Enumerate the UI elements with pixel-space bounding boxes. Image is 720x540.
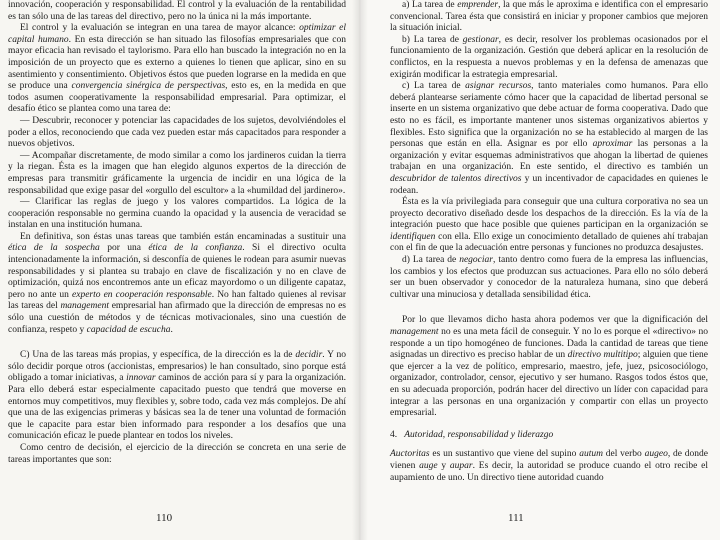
- emphasis: management: [390, 327, 439, 338]
- emphasis: ética de la sospecha: [8, 243, 100, 254]
- text-run: En definitiva, son éstas unas tareas que también están encaminadas a sustituir una: [20, 231, 346, 242]
- right-page: [360, 0, 720, 540]
- text-run: ; alguien que tiene que ejercer a la vez de político, empresario, maestro, jefe, juez, psicosociólogo, organizador, controlador, censor, ejecutivo y ser humano. Rasgos todos éstos que, en su adecuada proporción, podrán hacer del directivo un líder con capacidad para integrar a las personas en una organización y compartir con ellas un proyecto empresarial.: [390, 350, 708, 419]
- emphasis: optimizar el capital humano: [8, 23, 346, 45]
- list-item: — Clarificar las reglas de juego y los valores compartidos. La lógica de la cooperación responsable no germina cuando la opacidad y la ausencia de veracidad se instalan en una institución humana.: [8, 197, 346, 231]
- page-number: 111: [508, 512, 524, 524]
- text-run: con ella. Ello exige un conocimiento detallado de quienes ahí trabajan con el fin de que la adecuación entre personas y funciones no produzca desajustes.: [390, 231, 708, 254]
- text-run: . Si el directivo oculta intencionadamente la información, si desconfía de quienes le rodean para asumir nuevas responsabilidades y si plantea su trabajo en clave de fiscalización y no en clave de optimización, quizá nos encontremos ante un eficaz mayordomo o un diligente capataz, pero no ante un: [8, 243, 346, 300]
- paragraph: [8, 23, 346, 116]
- text-run: y un incentivador de capacidades en quienes le rodean.: [390, 173, 708, 196]
- text-run: b) La tarea de: [402, 34, 463, 45]
- text-run: del verbo: [602, 449, 645, 460]
- emphasis: emprender: [457, 0, 499, 10]
- list-item: [390, 81, 708, 197]
- emphasis: management: [60, 301, 109, 312]
- paragraph: [390, 449, 708, 484]
- emphasis: convergencia sinérgica de perspectivas: [71, 81, 226, 92]
- emphasis: innovar: [126, 373, 156, 384]
- text-run: , esto es, en la medida en que todos asumen cooperativamente la responsabilidad empresarial. Para optimizar, el desafío ético se plantea como una tarea de:: [8, 81, 346, 115]
- paragraph: Como centro de decisión, el ejercicio de la dirección se concreta en una serie de tareas importantes que son:: [8, 442, 346, 465]
- paragraph: [390, 197, 708, 255]
- paragraph: [8, 232, 346, 336]
- text-run: Por lo que llevamos dicho hasta ahora podemos ver que la dignificación del: [402, 315, 708, 326]
- book-gutter: [352, 0, 368, 540]
- emphasis: Auctoritas: [390, 449, 430, 460]
- left-page-body: [8, 0, 346, 466]
- list-item: — Acompañar discretamente, de modo similar a como los jardineros cuidan la tierra y la riegan. Ésta es la imagen que han elegido algunos expertos de la dirección de empresas para transmitir gráficamente la urgencia de incidir en una lógica de la responsabilidad que exige pasar del «orgullo del escultor» a la «humildad del jardinero».: [8, 150, 346, 196]
- text-run: El control y la evaluación se integran en una tarea de mayor alcance:: [20, 23, 300, 34]
- emphasis: ética de la confianza: [148, 243, 243, 254]
- emphasis: directivo multitipo: [567, 350, 638, 361]
- paragraph: [8, 350, 346, 443]
- list-item: [390, 0, 708, 35]
- text-run: .: [170, 324, 173, 335]
- emphasis: identifiquen: [390, 231, 436, 242]
- list-item: [390, 35, 708, 81]
- text-run: , tanto dentro como fuera de la empresa las influencias, los cambios y los efectos que produzcan sus actuaciones. Para ello no sólo deberá ser un buen observador y conocedor de la naturaleza humana, sino que deberá cultivar una minuciosa y detallada sensibilidad ética.: [390, 255, 708, 300]
- text-run: es un sustantivo que viene del supino: [429, 449, 580, 460]
- text-run: c) La tarea de: [402, 81, 466, 92]
- text-run: empresarial han afirmado que la dirección de empresas no es sólo una cuestión de métodos y de técnicas motivacionales, sino una cuestión de confianza, respeto y: [8, 301, 346, 335]
- text-run: . En esta dirección se han situado las filosofías empresariales que con mayor eficacia han revisado el taylorismo. Para ello han buscado la integración no en la imposición de un proyecto que es externo a quienes lo tienen que aplicar, sino en su asentimiento y consentimiento. Objetivos éstos que pueden lograrse en la medida en que se produce una: [8, 34, 346, 92]
- text-run: C) Una de las tareas más propias, y específica, de la dirección es la de: [20, 350, 296, 361]
- text-run: no es una meta fácil de conseguir. Y no lo es porque el «directivo» no responde a un tipo homogéneo de funciones. Dada la cantidad de tareas que tiene asignadas un directivo es preciso hablar de un: [390, 327, 708, 361]
- text-run: caminos de acción para sí y para la organización. Para ello deberá estar especialmente capacitado puesto que tendrá que moverse en entornos muy competitivos, muy flexibles y, sobre todo, cada vez más complejos. De ahí que una de las exigencias primeras y básicas sea la de tener una voluntad de formación que le capacite para estar bien informado para responder a los desafíos que una comunicación eficaz le puede plantear en todos los niveles.: [8, 373, 347, 442]
- emphasis: descubridor de talentos directivos: [390, 173, 522, 184]
- text-run: , tanto materiales como humanos. Para ello deberá plantearse seriamente cómo hacer que la capacidad de libertad personal se inserte en un sistema organizativo que debe actuar de forma cooperativa. Dado que esto no es fácil, es importante mantener unos sistemas organizativos abiertos y flexibles. Esto significa que la organización no se ha establecido al margen de las personas que están en ella. Asignar es por ello: [390, 81, 708, 150]
- text-run: , de donde vienen: [390, 449, 708, 471]
- text-run: . Y no sólo decidir porque otros (accionistas, empresarios) le han consultado, sino porque está obligado a tomar iniciativas, a: [8, 350, 347, 384]
- text-run: a) La tarea de: [402, 0, 458, 10]
- right-page-body: [390, 0, 708, 484]
- text-run: y: [437, 460, 450, 471]
- text-run: . No han faltado quienes al revisar las tareas del: [8, 289, 347, 312]
- emphasis: negociar: [459, 255, 493, 266]
- text-run: d) La tarea de: [402, 255, 460, 266]
- emphasis: experto en cooperación responsable: [72, 289, 212, 300]
- text-run: , es decir, resolver los problemas ocasionados por el funcionamiento de la organización. Gestión que deberá aplicar en la resolución de conflictos, en la respuesta a nuevos problemas y en la defensa de amenazas que exigirán modificar la estrategia empresarial.: [390, 34, 708, 80]
- section-title: Autoridad, responsabilidad y liderazgo: [404, 429, 554, 440]
- emphasis: asignar recursos: [465, 81, 532, 92]
- emphasis: decidir: [295, 350, 323, 361]
- emphasis: augeo: [644, 449, 668, 460]
- section-heading: [390, 430, 708, 442]
- paragraph: innovación, cooperación y responsabilidad. El control y la evaluación de la rentabilidad es tan sólo una de las tareas del directivo, pero no la única ni la más importante.: [8, 0, 346, 22]
- paragraph: [390, 315, 708, 419]
- list-item: — Descubrir, reconocer y potenciar las capacidades de los sujetos, devolviéndoles el poder a ellos, reconociendo que cada vez pueden estar más capacitados para responder a nuevos objetivos.: [8, 115, 346, 150]
- text-run: . Es decir, la autoridad se produce cuando el otro recibe el aupamiento de uno. Un directivo tiene autoridad cuando: [390, 460, 709, 483]
- emphasis: auge: [419, 460, 438, 471]
- text-run: las personas a la organización y evitar esquemas administrativos que ahogan la libertad de quienes trabajan en una organización. En este sentido, el directivo es también un: [390, 139, 708, 173]
- list-item: [390, 255, 708, 301]
- emphasis: aproximar: [592, 139, 633, 150]
- text-run: Ésta es la vía privilegiada para conseguir que una cultura corporativa no sea un proyecto decorativo diseñado desde los despachos de la dirección. Es la vía de la integración puesto que hace posible que quienes participan en la organización se: [390, 197, 708, 231]
- emphasis: autum: [579, 449, 603, 460]
- emphasis: capacidad de escucha: [86, 324, 171, 335]
- section-number: 4.: [390, 429, 398, 440]
- page-number: 110: [156, 512, 173, 524]
- emphasis: gestionar: [462, 34, 499, 45]
- text-run: por una: [99, 243, 149, 254]
- emphasis: aupar: [449, 460, 473, 471]
- text-run: , la que más le aproxima e identifica con el empresario convencional. Tarea ésta que consistirá en iniciar y proponer cambios que mejoren la situación inicial.: [390, 0, 708, 34]
